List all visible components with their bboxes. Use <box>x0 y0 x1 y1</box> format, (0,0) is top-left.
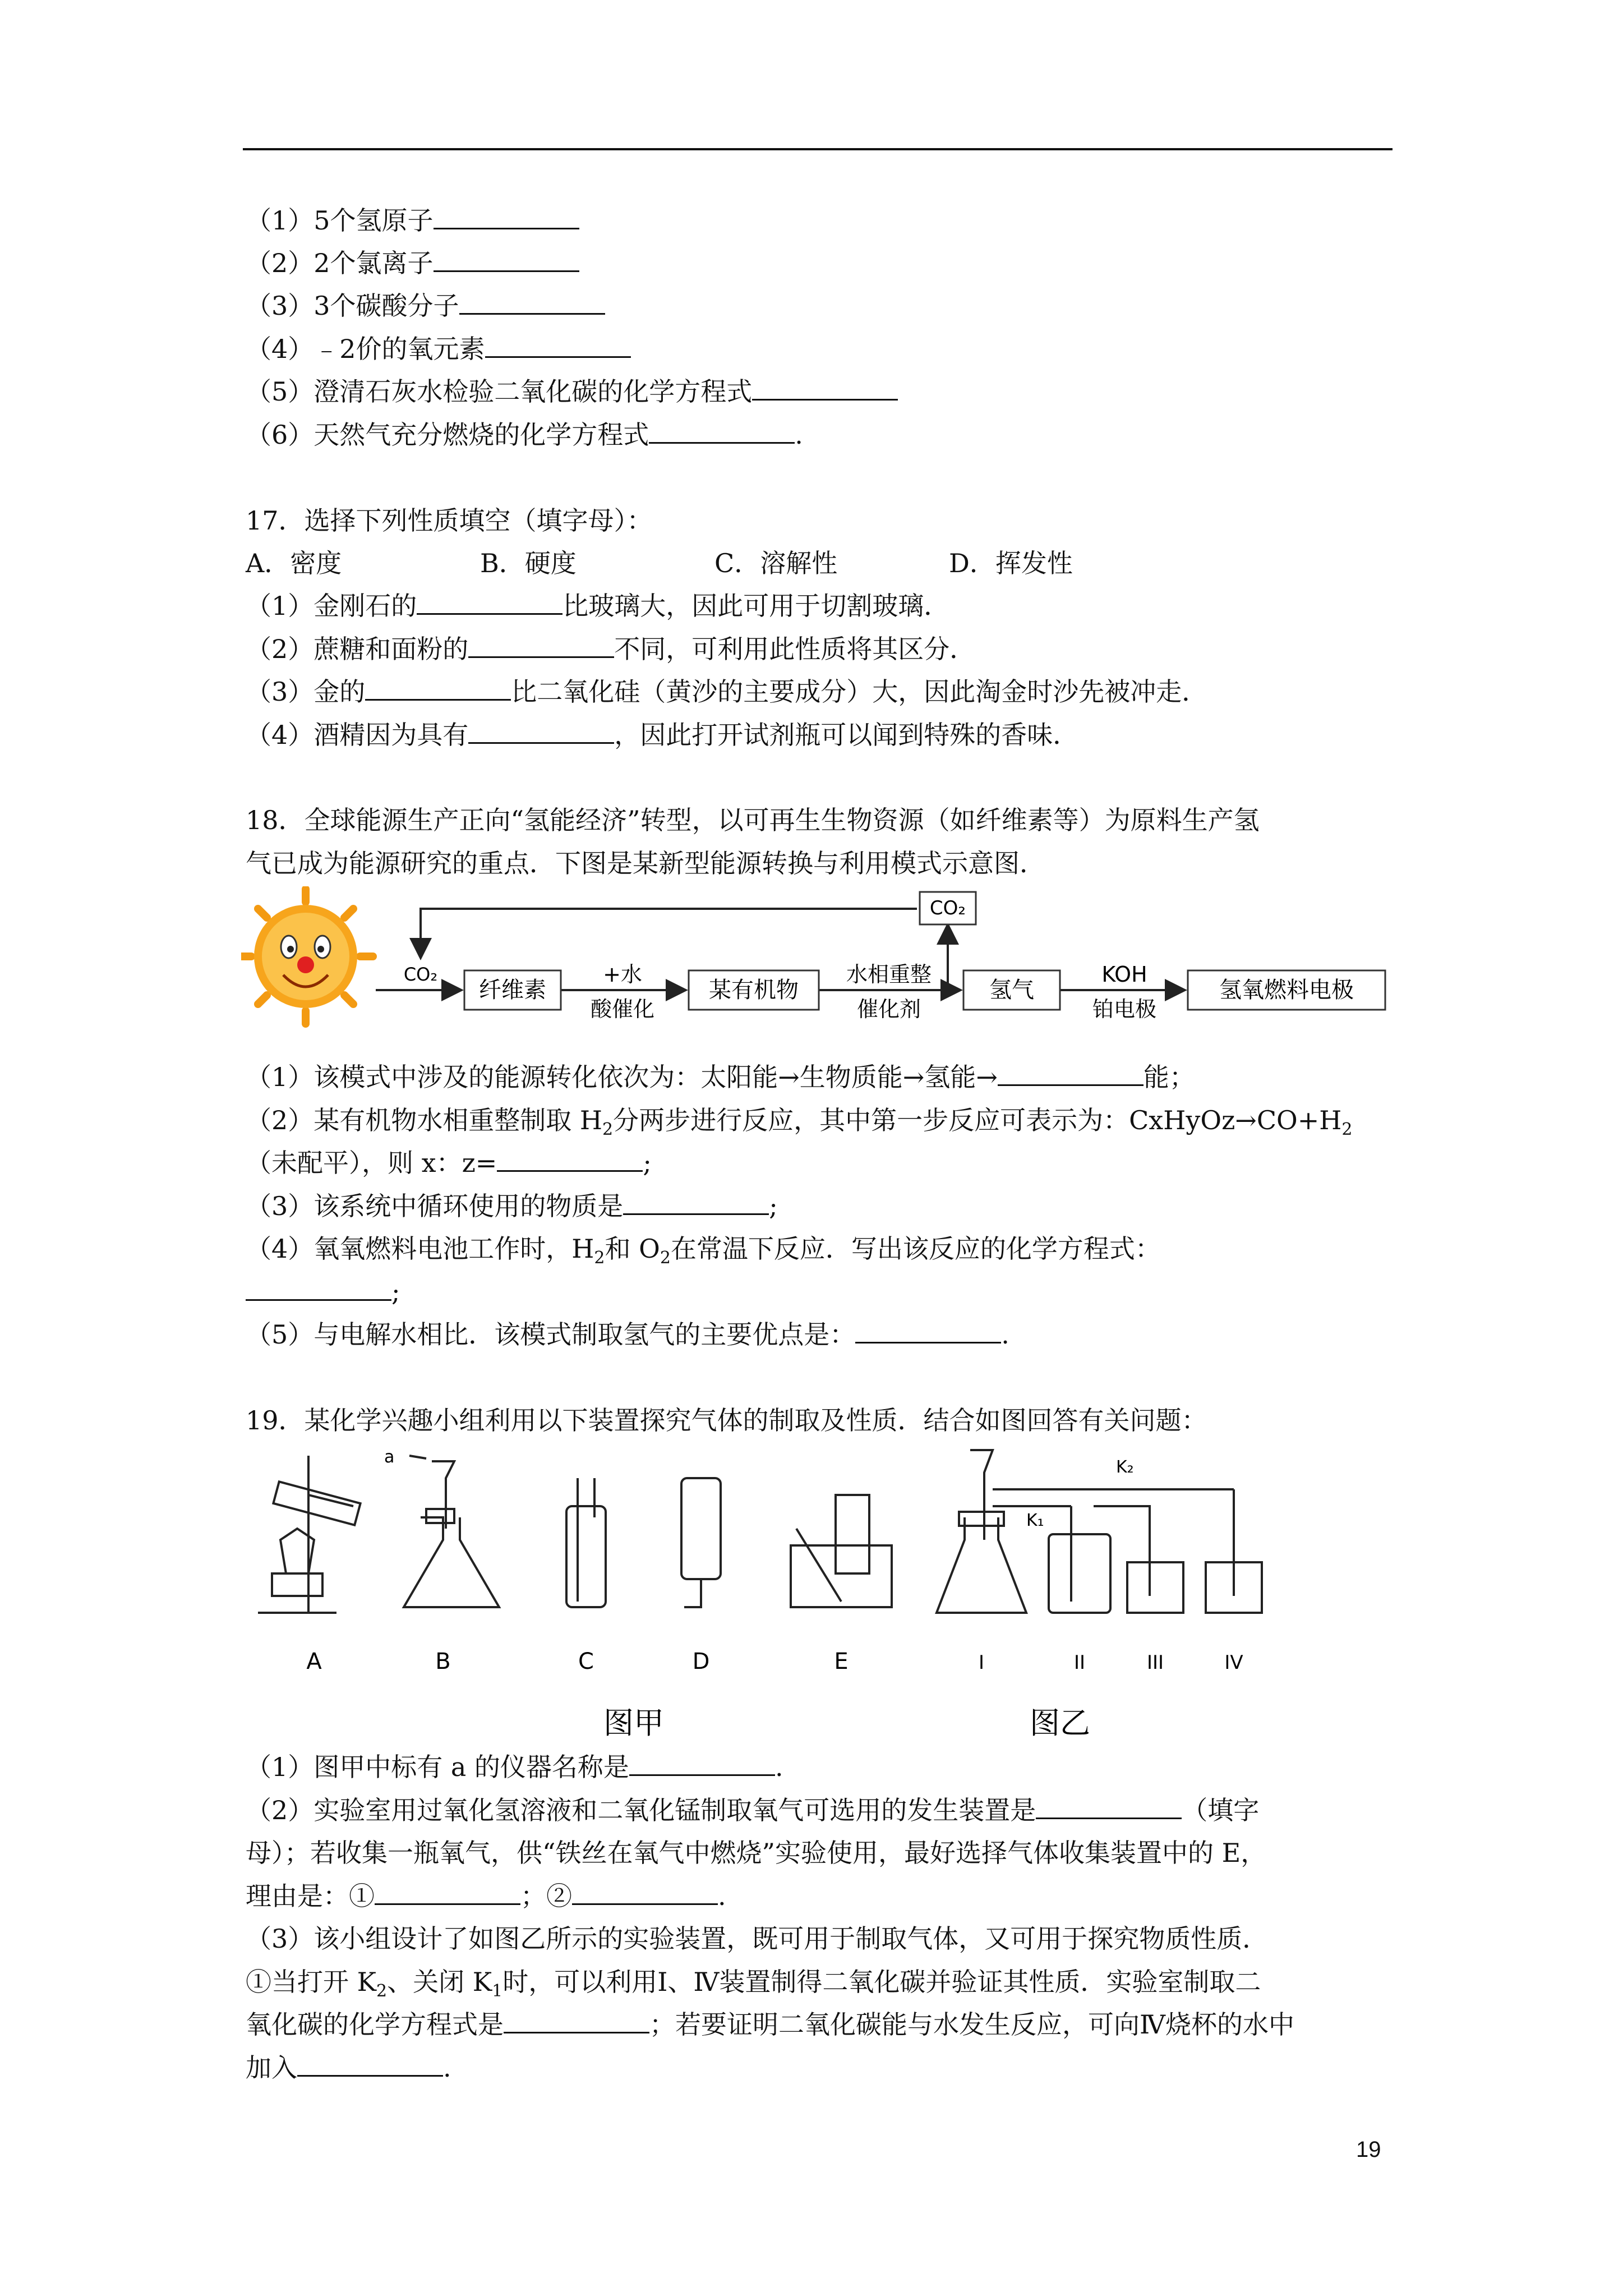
q18-item-2-cont: （未配平），则 x：z= ; <box>246 1148 652 1178</box>
q19-item-2-reason: 理由是：① ；② . <box>246 1881 726 1911</box>
q18-item-4-cont: ; <box>246 1275 400 1309</box>
answer-blank[interactable] <box>365 677 511 701</box>
figure-1-caption: 图甲 <box>603 1705 664 1741</box>
answer-blank[interactable] <box>998 1062 1144 1086</box>
cellulose-box: 纤维素 <box>479 977 546 1003</box>
q16-item-1: （1）5个氢原子 <box>246 204 579 237</box>
option-b: B．硬度 <box>480 548 577 578</box>
organic-compound-box: 某有机物 <box>709 977 799 1003</box>
option-a: A．密度 <box>246 548 342 578</box>
mark-k2: K₂ <box>1116 1457 1134 1477</box>
answer-blank[interactable] <box>297 2053 443 2077</box>
arrow3-bottom-label: 铂电极 <box>1092 997 1157 1022</box>
label-ii: II <box>1073 1651 1086 1674</box>
label-a: A <box>306 1649 322 1674</box>
answer-blank[interactable] <box>246 1277 391 1301</box>
q17-item-1: （1）金刚石的 比玻璃大，因此可用于切割玻璃． <box>246 591 950 621</box>
label-e: E <box>834 1649 849 1674</box>
q18-item-1: （1）该模式中涉及的能源转化依次为：太阳能→生物质能→氢能→ 能； <box>246 1062 1195 1092</box>
energy-conversion-diagram <box>241 886 1408 1055</box>
arrow3-top-label: KOH <box>1101 962 1147 987</box>
header-rule <box>243 148 1393 150</box>
q16-item-2: （2）2个氯离子 <box>246 246 579 280</box>
q16-item-5: （5）澄清石灰水检验二氧化碳的化学方程式 <box>246 375 898 408</box>
arrow2-top-label: 水相重整 <box>846 962 932 987</box>
q18-item-4: （4）氧氧燃料电池工作时，$H_2$和 $O_2$在常温下反应．写出该反应的化学方程式： <box>246 1234 1161 1268</box>
answer-blank[interactable] <box>459 291 605 315</box>
q19-stem: 19．某化学兴趣小组利用以下装置探究气体的制取及性质．结合如图回答有关问题： <box>246 1405 1207 1435</box>
apparatus-set-2-icon <box>937 1450 1262 1613</box>
co2-left-label: CO₂ <box>403 964 438 985</box>
q19-item-2-cont: 母）；若收集一瓶氧气，供“铁丝在氧气中燃烧”实验使用，最好选择气体收集装置中的 E， <box>246 1838 1267 1868</box>
answer-blank[interactable] <box>375 1881 520 1905</box>
answer-blank[interactable] <box>468 720 614 744</box>
apparatus-d-icon <box>681 1478 721 1607</box>
label-b: B <box>435 1649 451 1674</box>
label-iii: III <box>1146 1651 1164 1674</box>
label-d: D <box>692 1649 710 1674</box>
option-d: D．挥发性 <box>949 548 1073 578</box>
answer-blank[interactable] <box>504 2009 649 2033</box>
answer-blank[interactable] <box>629 1752 775 1776</box>
q17-item-3: （3）金的 比二氧化硅（黄沙的主要成分）大，因此淘金时沙先被冲走． <box>246 677 1208 707</box>
apparatus-b-icon <box>404 1456 499 1607</box>
label-c: C <box>578 1649 594 1674</box>
mark-k1: K₁ <box>1026 1511 1044 1530</box>
co2-top-label: CO₂ <box>929 897 966 919</box>
arrow2-bottom-label: 催化剂 <box>856 997 921 1022</box>
q19-item-1: （1）图甲中标有 a 的仪器名称是 . <box>246 1752 783 1782</box>
answer-blank[interactable] <box>497 1148 643 1172</box>
q19-item-3-part2: 氧化碳的化学方程式是 ；若要证明二氧化碳能与水发生反应，可向Ⅳ烧杯的水中 <box>246 2009 1294 2040</box>
q16-item-6: （6）天然气充分燃烧的化学方程式 . <box>246 420 803 450</box>
mark-a: a <box>384 1447 395 1467</box>
option-c: C．溶解性 <box>714 548 838 578</box>
label-iv: IV <box>1224 1651 1243 1674</box>
figure-2-caption: 图乙 <box>1030 1705 1090 1741</box>
hydrogen-box: 氢气 <box>989 977 1034 1003</box>
q18-item-5: （5）与电解水相比．该模式制取氢气的主要优点是： . <box>246 1319 1009 1350</box>
q17-item-4: （4）酒精因为具有 ，因此打开试剂瓶可以闻到特殊的香味． <box>246 720 1079 750</box>
answer-blank[interactable] <box>855 1319 1001 1343</box>
q19-item-3: （3）该小组设计了如图乙所示的实验装置，既可用于制取气体，又可用于探究物质性质． <box>246 1924 1269 1954</box>
label-i: I <box>978 1651 985 1674</box>
q16-item-4: （4）﹣2价的氧元素 <box>246 332 631 366</box>
q17-item-2: （2）蔗糖和面粉的 不同，可利用此性质将其区分． <box>246 634 976 664</box>
q19-item-2: （2）实验室用过氧化氢溶液和二氧化锰制取氧气可选用的发生装置是 （填字 <box>246 1795 1260 1825</box>
q17-options <box>246 546 1073 580</box>
answer-blank[interactable] <box>434 205 579 229</box>
q17-stem: 17．选择下列性质填空（填字母）： <box>246 505 653 536</box>
apparatus-c-icon <box>566 1478 606 1607</box>
q19-item-3-part1: ①当打开 $K_2$、关闭 $K_1$时，可以利用Ⅰ、Ⅳ装置制得二氧化碳并验证其性质．实验室制取二 <box>246 1967 1261 2001</box>
answer-blank[interactable] <box>468 634 614 658</box>
answer-blank[interactable] <box>752 376 898 401</box>
arrow1-bottom-label: 酸催化 <box>590 997 655 1022</box>
answer-blank[interactable] <box>417 591 562 615</box>
arrow1-top-label: +水 <box>603 962 642 987</box>
answer-blank[interactable] <box>572 1881 718 1905</box>
q18-stem-line-2: 气已成为能源研究的重点．下图是某新型能源转换与利用模式示意图． <box>246 848 1045 878</box>
answer-blank[interactable] <box>1036 1795 1182 1819</box>
apparatus-a-icon <box>258 1456 361 1613</box>
q18-item-3: （3）该系统中循环使用的物质是 ; <box>246 1191 778 1221</box>
answer-blank[interactable] <box>485 334 631 358</box>
q18-stem-line-1: 18．全球能源生产正向“氢能经济”转型，以可再生生物资源（如纤维素等）为原料生产氢 <box>246 805 1260 835</box>
q18-item-2: （2）某有机物水相重整制取 $H_2$分两步进行反应，其中第一步反应可表示为：$CxHyOz\to CO+H_2$ <box>246 1105 1353 1140</box>
apparatus-figures <box>241 1444 1391 1759</box>
apparatus-e-icon <box>791 1495 892 1607</box>
answer-blank[interactable] <box>649 420 795 444</box>
page-number: 19 <box>1356 2137 1381 2162</box>
q19-item-3-part3: 加入 . <box>246 2053 451 2083</box>
answer-blank[interactable] <box>623 1191 769 1215</box>
sun-icon <box>241 889 373 1024</box>
q16-item-3: （3）3个碳酸分子 <box>246 289 605 323</box>
answer-blank[interactable] <box>434 248 579 272</box>
fuel-cell-box: 氢氧燃料电极 <box>1219 977 1354 1003</box>
